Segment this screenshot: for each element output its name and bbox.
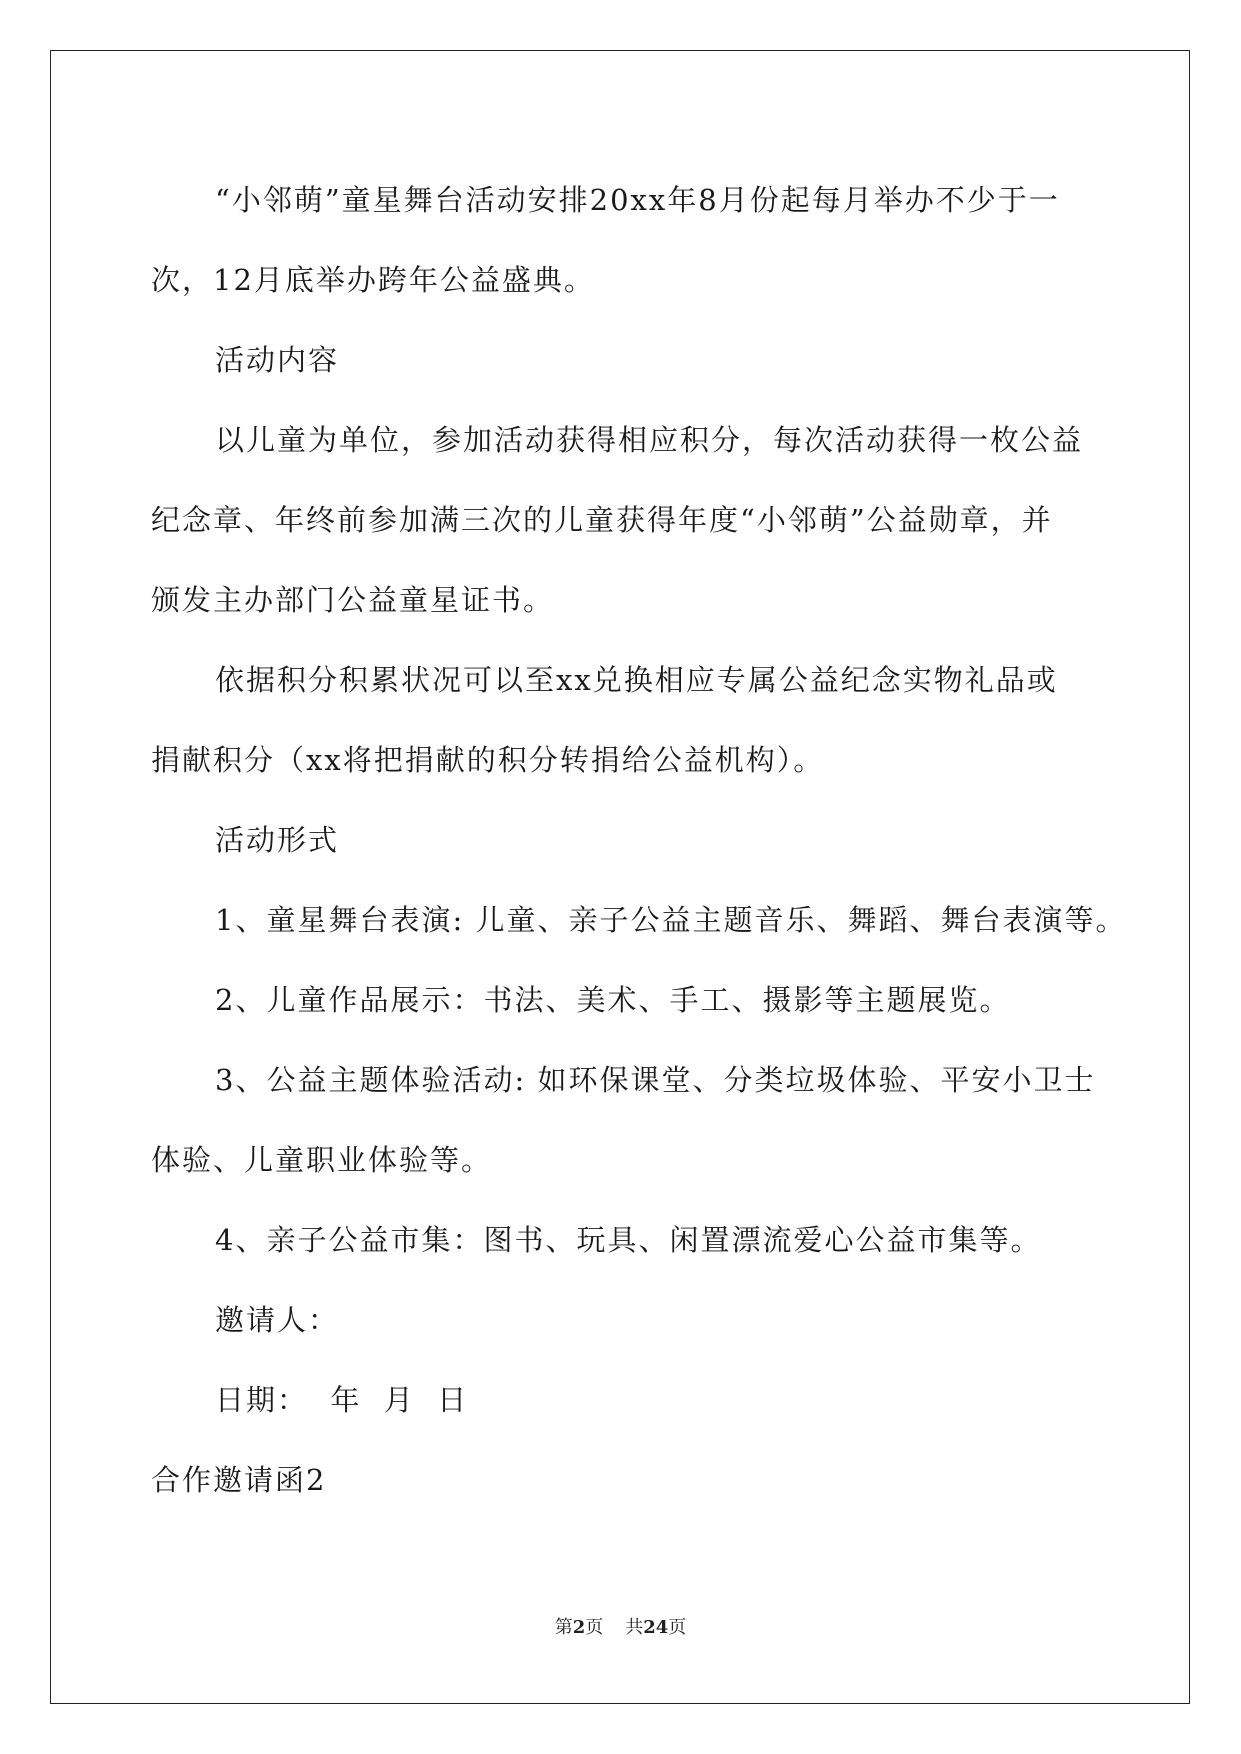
list-item: 1、童星舞台表演: 儿童、亲子公益主题音乐、舞蹈、舞台表演等。 [215, 903, 1127, 937]
footer-page-suffix: 页 [585, 1617, 604, 1638]
footer-total-suffix: 页 [668, 1617, 687, 1638]
paragraph-line: 纪念章、年终前参加满三次的儿童获得年度“小邻萌”公益勋章，并 [151, 503, 1053, 537]
paragraph-line: “小邻萌”童星舞台活动安排20xx年8月份起每月举办不少于一 [215, 183, 1060, 217]
section-heading: 活动内容 [215, 343, 340, 377]
list-item: 2、儿童作品展示：书法、美术、手工、摄影等主题展览。 [215, 983, 1011, 1017]
paragraph-line: 以儿童为单位，参加活动获得相应积分，每次活动获得一枚公益 [215, 423, 1084, 457]
paragraph-line: 捐献积分（xx将把捐献的积分转捐给公益机构）。 [151, 743, 825, 777]
date-label: 日期： 年 月 日 [215, 1383, 469, 1417]
list-item-continuation: 体验、儿童职业体验等。 [151, 1143, 493, 1177]
footer-total-prefix: 共 [625, 1617, 644, 1638]
footer-total-pages: 24 [643, 1617, 669, 1638]
paragraph-line: 颁发主办部门公益童星证书。 [151, 583, 555, 617]
document-title: 合作邀请函2 [151, 1463, 327, 1497]
document-body [151, 160, 1127, 1520]
page-footer [0, 1616, 1241, 1640]
footer-prefix: 第 [554, 1617, 573, 1638]
inviter-label: 邀请人： [215, 1303, 340, 1337]
list-item: 3、公益主题体验活动: 如环保课堂、分类垃圾体验、平安小卫士 [215, 1063, 1096, 1097]
paragraph-line: 依据积分积累状况可以至xx兑换相应专属公益纪念实物礼品或 [215, 663, 1058, 697]
footer-page-number: 2 [572, 1617, 586, 1638]
list-item: 4、亲子公益市集：图书、玩具、闲置漂流爱心公益市集等。 [215, 1223, 1042, 1257]
paragraph-line: 次，12月底举办跨年公益盛典。 [151, 263, 595, 297]
section-heading: 活动形式 [215, 823, 340, 857]
